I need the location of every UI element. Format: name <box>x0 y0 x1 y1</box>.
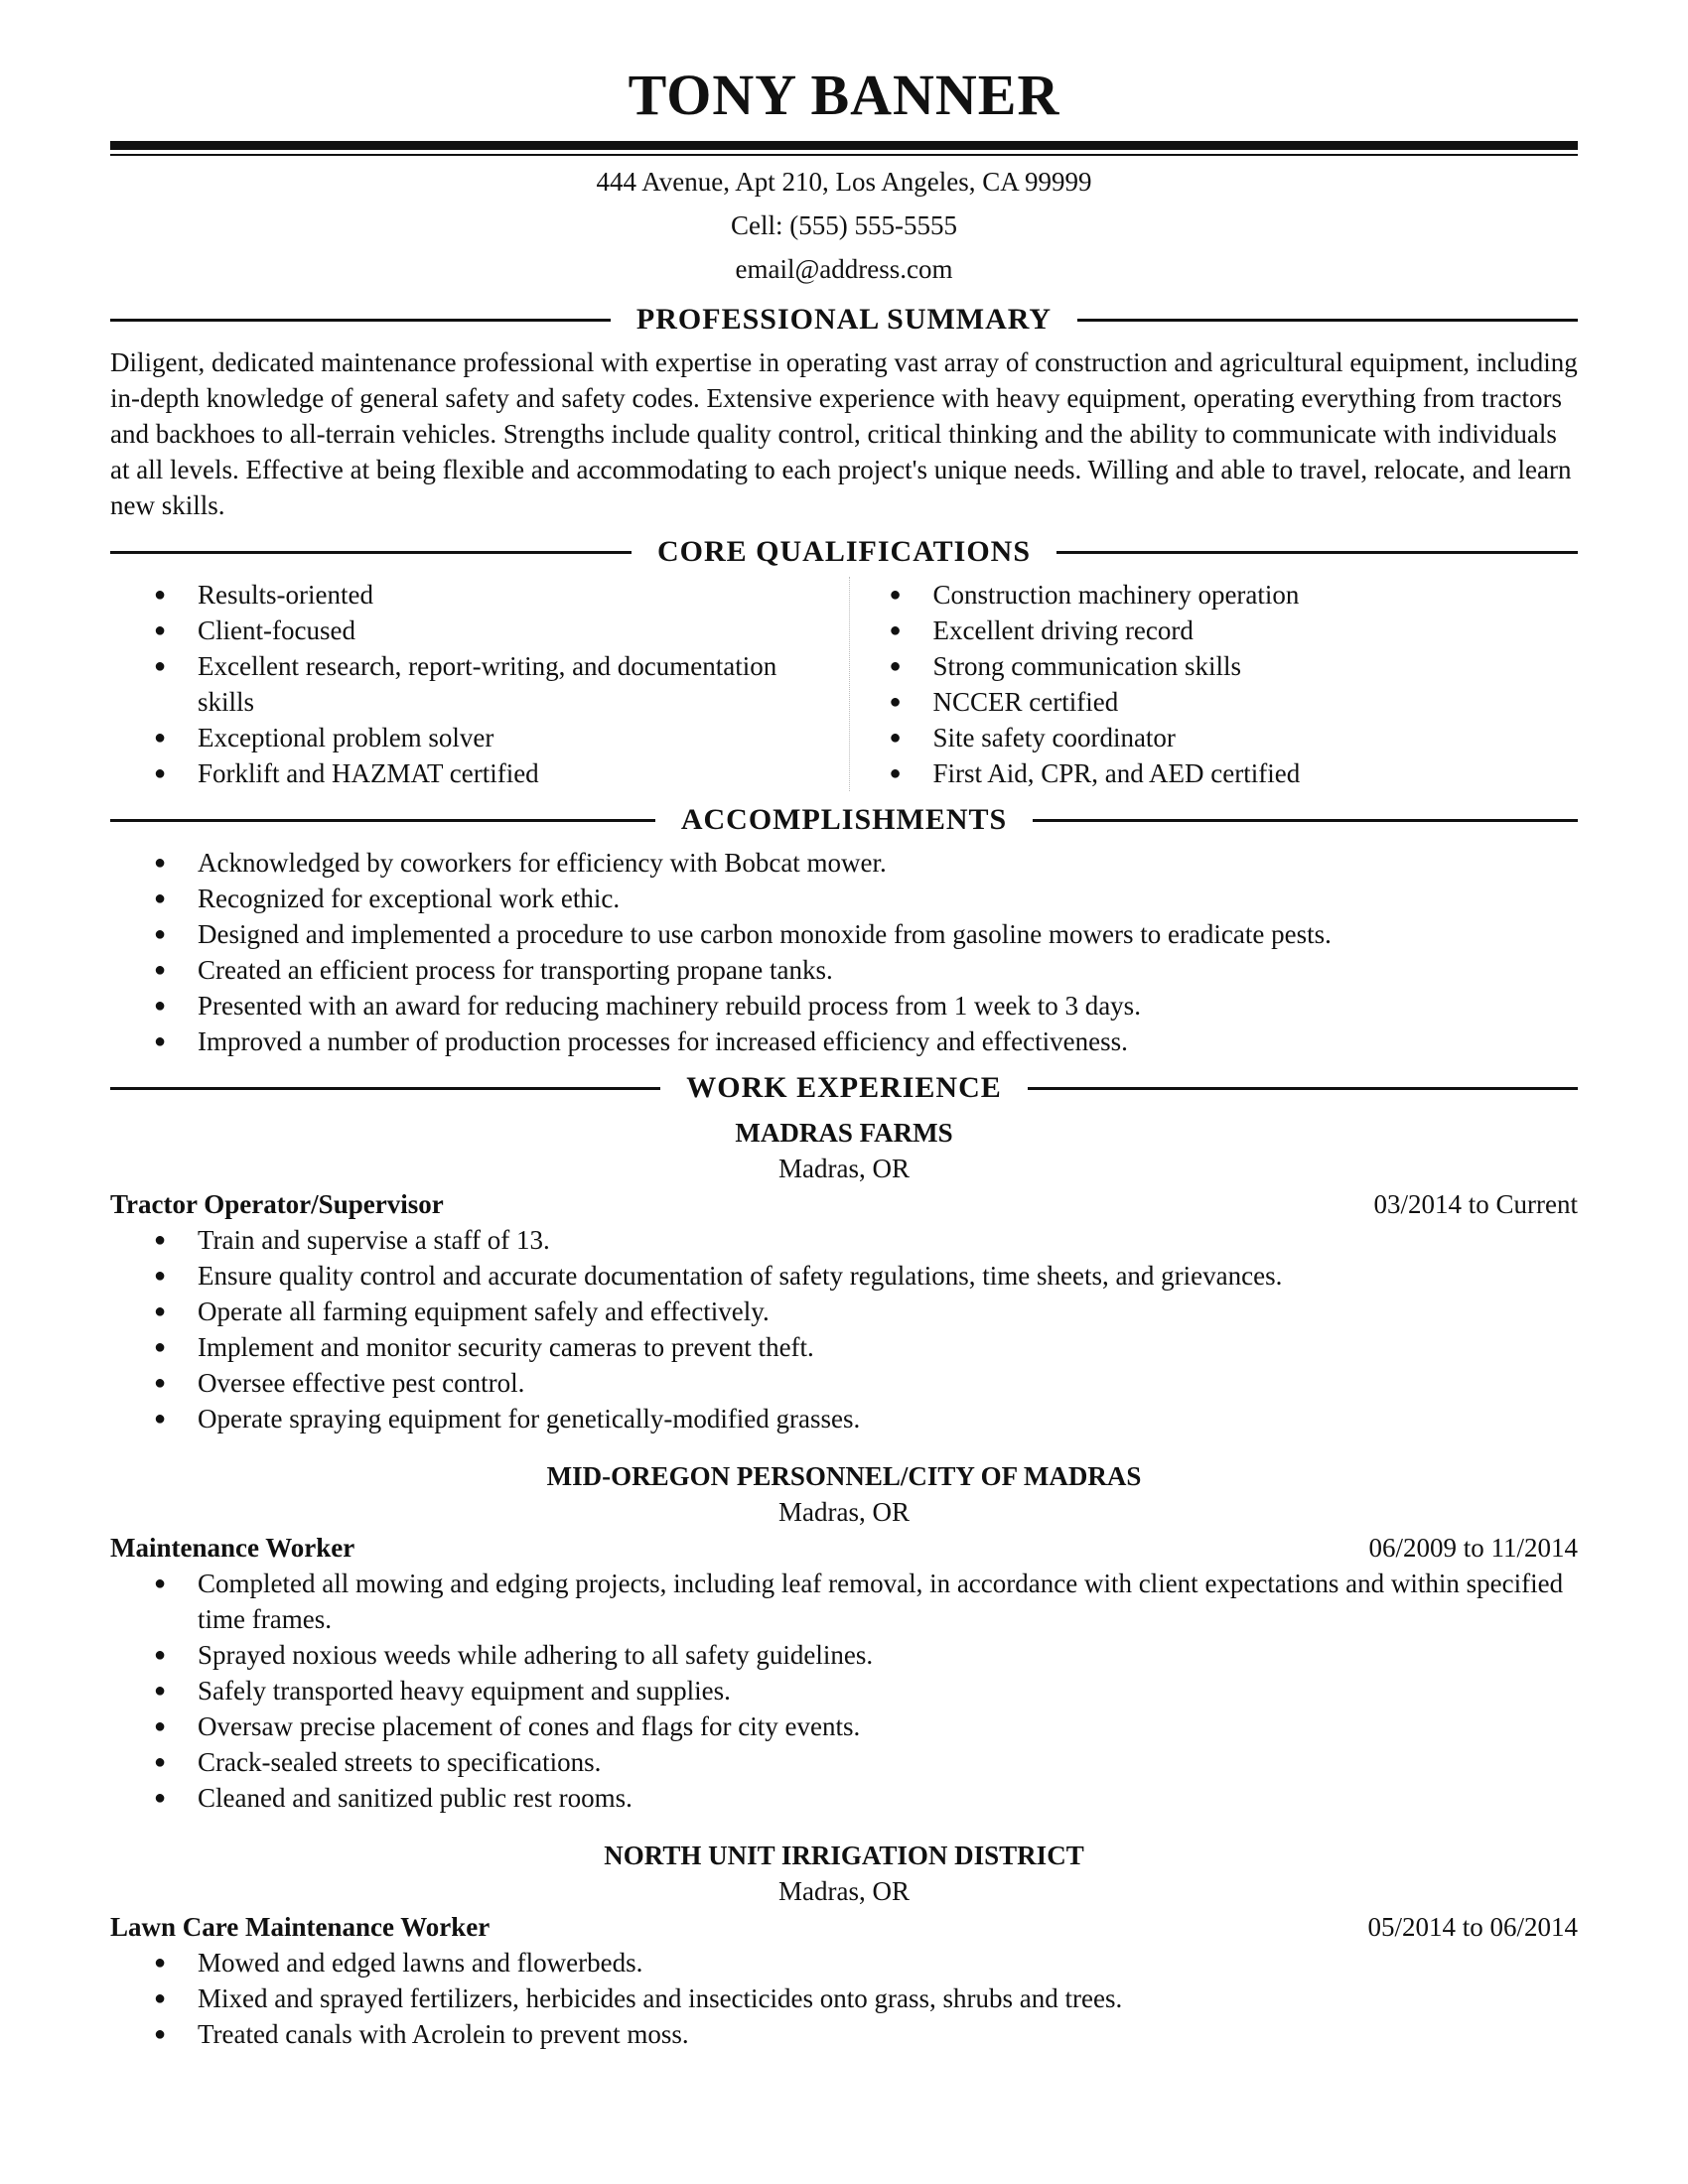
list-item: ● Client-focused <box>110 613 839 648</box>
employer-name: NORTH UNIT IRRIGATION DISTRICT <box>604 1841 1084 1870</box>
accomplishments-list <box>110 845 1578 1059</box>
job-location: Madras, OR <box>778 1497 910 1527</box>
section-rule <box>110 1087 660 1090</box>
role-line <box>110 1909 1578 1945</box>
job-bullets <box>110 1222 1578 1436</box>
list-item: ● Construction machinery operation <box>850 577 1579 613</box>
section-header-accomplishments <box>110 795 1578 845</box>
qualifications-right-list <box>850 577 1579 791</box>
list-item: ● Sprayed noxious weeds while adhering to all safety guidelines. <box>110 1637 1578 1673</box>
list-item: ● Oversaw precise placement of cones and flags for city events. <box>110 1708 1578 1744</box>
name-divider-thin <box>110 154 1578 156</box>
job-entry <box>110 1838 1578 2052</box>
job-title: Maintenance Worker <box>110 1533 355 1563</box>
job-dates: 03/2014 to Current <box>1373 1189 1578 1219</box>
section-rule <box>110 819 655 822</box>
employer-name: MADRAS FARMS <box>735 1118 953 1148</box>
list-item: ● Train and supervise a staff of 13. <box>110 1222 1578 1258</box>
section-header-qualifications <box>110 527 1578 577</box>
list-item: ● Acknowledged by coworkers for efficiency with Bobcat mower. <box>110 845 1578 881</box>
list-item: ● Excellent driving record <box>850 613 1579 648</box>
list-item: ● Treated canals with Acrolein to prevent moss. <box>110 2016 1578 2052</box>
section-title: WORK EXPERIENCE <box>686 1071 1002 1104</box>
list-item: ● First Aid, CPR, and AED certified <box>850 755 1579 791</box>
list-item: ● Results-oriented <box>110 577 839 613</box>
list-item: ● Excellent research, report-writing, and documentation skills <box>110 648 839 720</box>
contact-block <box>110 160 1578 291</box>
list-item: ● Crack-sealed streets to specifications. <box>110 1744 1578 1780</box>
list-item: ● Safely transported heavy equipment and supplies. <box>110 1673 1578 1708</box>
resume-content <box>110 60 1578 2074</box>
section-header-summary <box>110 295 1578 344</box>
section-title: CORE QUALIFICATIONS <box>657 535 1031 568</box>
list-item: ● Presented with an award for reducing machinery rebuild process from 1 week to 3 days. <box>110 988 1578 1024</box>
list-item: ● Oversee effective pest control. <box>110 1365 1578 1401</box>
address: 444 Avenue, Apt 210, Los Angeles, CA 99999 <box>596 167 1092 197</box>
job-location: Madras, OR <box>778 1876 910 1906</box>
job-title: Tractor Operator/Supervisor <box>110 1189 444 1219</box>
section-rule <box>1056 551 1578 554</box>
list-item: ● Created an efficient process for transporting propane tanks. <box>110 952 1578 988</box>
section-title: PROFESSIONAL SUMMARY <box>635 303 1053 336</box>
list-item: ● Site safety coordinator <box>850 720 1579 755</box>
job-entry <box>110 1458 1578 1816</box>
list-item: ● Mowed and edged lawns and flowerbeds. <box>110 1945 1578 1980</box>
section-header-experience <box>110 1063 1578 1113</box>
name-divider-thick <box>110 141 1578 150</box>
list-item: ● Improved a number of production processes for increased efficiency and effectiveness. <box>110 1024 1578 1059</box>
section-rule <box>110 551 632 554</box>
list-item: ● Forklift and HAZMAT certified <box>110 755 839 791</box>
job-dates: 05/2014 to 06/2014 <box>1367 1912 1578 1942</box>
job-bullets <box>110 1566 1578 1816</box>
list-item: ● Designed and implemented a procedure to use carbon monoxide from gasoline mowers to eradicate pests. <box>110 916 1578 952</box>
phone: Cell: (555) 555-5555 <box>731 210 957 240</box>
job-location: Madras, OR <box>778 1154 910 1183</box>
job-dates: 06/2009 to 11/2014 <box>1368 1533 1578 1563</box>
list-item: ● Ensure quality control and accurate documentation of safety regulations, time sheets, and grievances. <box>110 1258 1578 1294</box>
list-item: ● Operate spraying equipment for genetically-modified grasses. <box>110 1401 1578 1436</box>
summary-text: Diligent, dedicated maintenance professional with expertise in operating vast array of construction and agricultural equipment, including in-depth knowledge of general safety and safety codes. Extensive experience with heavy equipment, operating everything from tractors and backhoes to all-terrain vehicles. Strengths include quality control, critical thinking and the ability to communicate with individuals at all levels. Effective at being flexible and accommodating to each project's unique needs. Willing and able to travel, relocate, and learn new skills. <box>110 347 1578 520</box>
section-rule <box>1033 819 1578 822</box>
list-item: ● Implement and monitor security cameras to prevent theft. <box>110 1329 1578 1365</box>
list-item: ● Exceptional problem solver <box>110 720 839 755</box>
list-item: ● Recognized for exceptional work ethic. <box>110 881 1578 916</box>
qualifications-left-list <box>110 577 850 791</box>
section-rule <box>1077 319 1578 322</box>
list-item: ● Strong communication skills <box>850 648 1579 684</box>
list-item: ● Completed all mowing and edging projects, including leaf removal, in accordance with client expectations and within specified time frames. <box>110 1566 1578 1637</box>
candidate-name: TONY BANNER <box>628 63 1060 127</box>
email: email@address.com <box>735 254 953 284</box>
job-entry <box>110 1115 1578 1436</box>
role-line <box>110 1530 1578 1566</box>
list-item: ● NCCER certified <box>850 684 1579 720</box>
qualifications-columns <box>110 577 1578 791</box>
list-item: ● Cleaned and sanitized public rest rooms. <box>110 1780 1578 1816</box>
section-rule <box>110 319 611 322</box>
list-item: ● Operate all farming equipment safely and effectively. <box>110 1294 1578 1329</box>
job-title: Lawn Care Maintenance Worker <box>110 1912 491 1942</box>
role-line <box>110 1186 1578 1222</box>
employer-name: MID-OREGON PERSONNEL/CITY OF MADRAS <box>546 1461 1142 1491</box>
job-bullets <box>110 1945 1578 2052</box>
section-title: ACCOMPLISHMENTS <box>680 803 1008 836</box>
list-item: ● Mixed and sprayed fertilizers, herbicides and insecticides onto grass, shrubs and trees. <box>110 1980 1578 2016</box>
section-rule <box>1028 1087 1578 1090</box>
